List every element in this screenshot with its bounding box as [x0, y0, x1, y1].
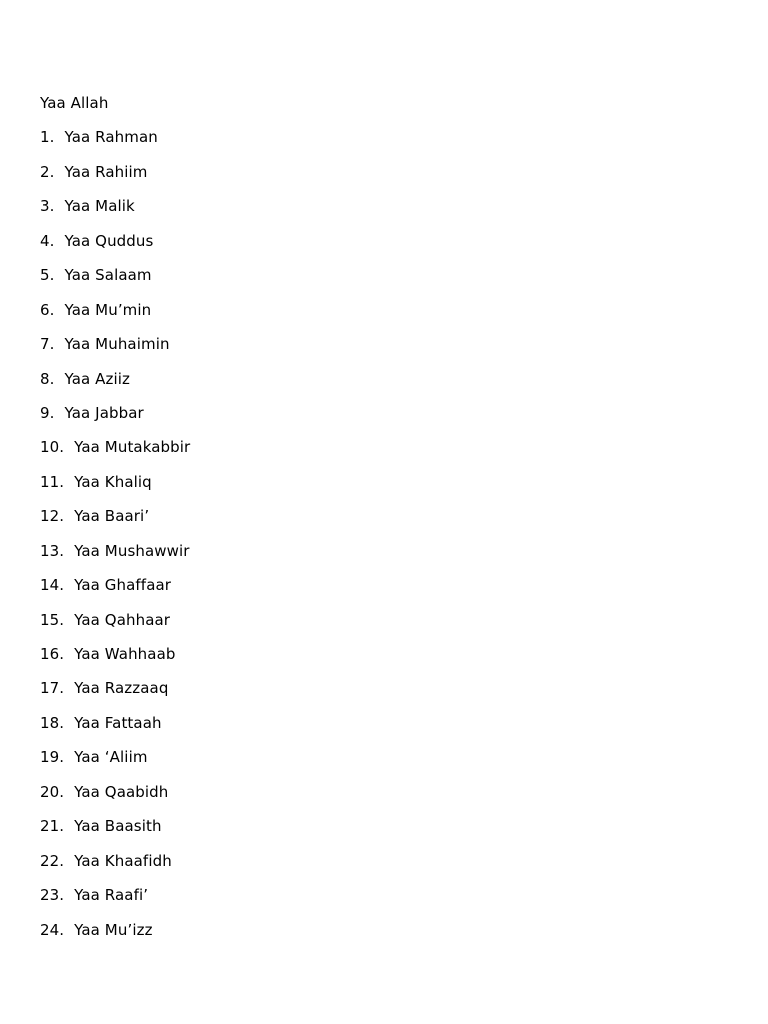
list-item-text: Yaa Rahiim	[64, 162, 148, 181]
list-item-text: Yaa Raafi’	[74, 886, 149, 905]
list-item-number: 20.	[40, 782, 65, 801]
list-item	[40, 231, 190, 251]
list-item-text: Yaa Muhaimin	[64, 335, 170, 354]
list-item-number: 8.	[40, 369, 55, 388]
list-item	[40, 782, 190, 802]
list-item-text: Yaa Mu’izz	[74, 920, 153, 939]
list-item	[40, 334, 190, 354]
list-item-number: 11.	[40, 472, 65, 491]
list-item	[40, 127, 190, 147]
list-item-number: 24.	[40, 920, 65, 939]
list-item-text: Yaa Aziiz	[64, 369, 131, 388]
list-item-text: Yaa Mushawwir	[74, 541, 190, 560]
list-item	[40, 403, 190, 423]
list-item-text: Yaa Rahman	[64, 128, 158, 147]
list-item-text: Yaa Fattaah	[74, 713, 162, 732]
list-item-number: 23.	[40, 886, 65, 905]
list-item-text: Yaa Wahhaab	[74, 645, 176, 663]
list-item	[40, 506, 190, 526]
list-item-text: Yaa Baari’	[74, 507, 150, 526]
list-item-text: Yaa Mu’min	[64, 300, 152, 319]
list-item-number: 10.	[40, 438, 65, 457]
list-item	[40, 196, 190, 216]
list-item-number: 2.	[40, 162, 55, 181]
list-item-number: 12.	[40, 507, 65, 526]
list-item-number: 6.	[40, 300, 55, 319]
list-item	[40, 851, 190, 871]
list-item	[40, 265, 190, 285]
list-item-number: 1.	[40, 128, 55, 147]
list-item	[40, 644, 190, 664]
list-item	[40, 920, 190, 940]
list-item-text: Yaa Qahhaar	[74, 610, 171, 629]
list-item-text: Yaa Quddus	[64, 231, 154, 250]
list-item	[40, 472, 190, 492]
list-item-text: Yaa Ghaffaar	[74, 576, 172, 595]
list-item-number: 15.	[40, 610, 65, 629]
list-item	[40, 369, 190, 389]
list-item	[40, 610, 190, 630]
names-list	[40, 127, 190, 939]
list-item-text: Yaa Mutakabbir	[74, 438, 191, 457]
list-item-number: 14.	[40, 576, 65, 595]
list-item-text: Yaa Jabbar	[64, 403, 144, 422]
list-item-number: 19.	[40, 748, 65, 767]
list-item	[40, 300, 190, 320]
list-item	[40, 541, 190, 561]
list-item-text: Yaa Khaafidh	[74, 851, 172, 870]
list-item	[40, 885, 190, 905]
list-item-number: 3.	[40, 197, 55, 216]
list-item	[40, 678, 190, 698]
document-body	[40, 93, 190, 954]
list-item-text: Yaa Razzaaq	[74, 679, 169, 698]
list-item-text: Yaa Baasith	[74, 817, 162, 836]
list-item-text: Yaa Khaliq	[74, 472, 152, 491]
list-item	[40, 747, 190, 767]
list-item-number: 17.	[40, 679, 65, 698]
list-item	[40, 575, 190, 595]
list-item-text: Yaa Salaam	[64, 266, 152, 285]
list-item-number: 13.	[40, 541, 65, 560]
list-item-number: 5.	[40, 266, 55, 285]
list-item-number: 9.	[40, 403, 55, 422]
list-item-number: 4.	[40, 231, 55, 250]
list-item-text: Yaa Malik	[64, 197, 135, 216]
list-item	[40, 162, 190, 182]
list-item-number: 22.	[40, 851, 65, 870]
list-item-number: 18.	[40, 713, 65, 732]
list-item-text: Yaa ‘Aliim	[74, 748, 148, 767]
list-item-number: 7.	[40, 335, 55, 354]
list-item	[40, 437, 190, 457]
list-item	[40, 713, 190, 733]
list-item-number: 16.	[40, 645, 65, 663]
document-heading: Yaa Allah	[40, 94, 109, 112]
list-item-text: Yaa Qaabidh	[74, 782, 169, 801]
list-item	[40, 816, 190, 836]
list-item-number: 21.	[40, 817, 65, 836]
